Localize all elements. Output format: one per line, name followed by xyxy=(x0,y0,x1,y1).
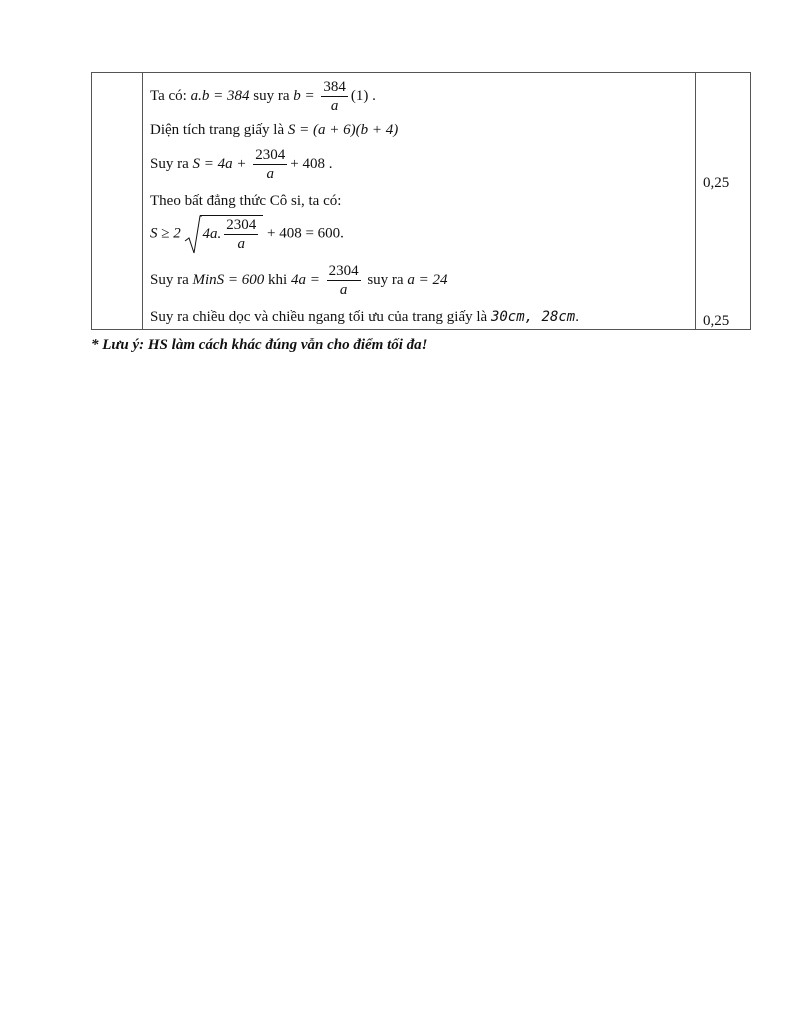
grading-note: * Lưu ý: HS làm cách khác đúng vẫn cho điểm tối đa! xyxy=(91,337,428,353)
square-root: 4a. $\frac{2304}{a}$ xyxy=(184,215,263,253)
solution-line-3: Suy ra S = 4a + $\frac{2304}{a}$ + 408 . xyxy=(150,147,333,182)
solution-line-6: Suy ra MinS = 600 khi 4a = $\frac{2304}{a}$ suy ra a = 24 xyxy=(150,263,448,298)
solution-line-4: Theo bất đẳng thức Cô si, ta có: xyxy=(150,193,342,209)
fraction: $\frac{2304}{a}$ xyxy=(328,263,359,298)
solution-line-5: S ≥ 2 4a. $\frac{2304}{a}$ + 408 = 600. xyxy=(150,215,344,253)
score-value: 0,25 xyxy=(703,175,730,191)
score-value: 0,25 xyxy=(703,313,730,329)
fraction: $\frac{384}{a}$ xyxy=(323,79,346,114)
fraction: $\frac{2304}{a}$ xyxy=(255,147,286,182)
column-divider xyxy=(695,73,696,329)
column-divider xyxy=(142,73,143,329)
solution-line-1: Ta có: a.b = 384 suy ra b = $\frac{384}{a}$ (1) . xyxy=(150,79,376,114)
solution-line-2: Diện tích trang giấy là S = (a + 6)(b + 4) xyxy=(150,122,399,138)
solution-line-7: Suy ra chiều dọc và chiều ngang tối ưu của trang giấy là 30cm, 28cm. xyxy=(150,309,579,325)
radical-sign-icon xyxy=(184,215,202,255)
fraction: $\frac{2304}{a}$ xyxy=(226,217,257,252)
